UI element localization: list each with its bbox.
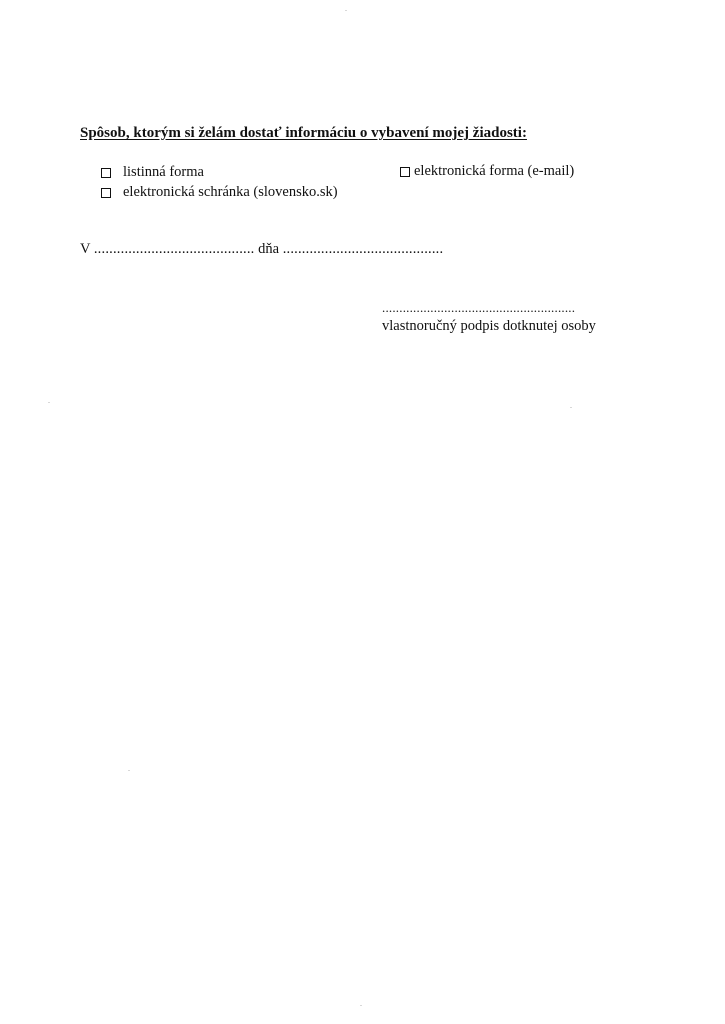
scan-speck xyxy=(48,402,50,403)
signature-label: vlastnoručný podpis dotknutej osoby xyxy=(382,318,596,334)
scan-speck xyxy=(345,10,347,11)
checkbox-electronic-mailbox[interactable] xyxy=(101,188,111,198)
checkbox-paper-form[interactable] xyxy=(101,168,111,178)
scan-speck xyxy=(360,1005,362,1006)
checkbox-email[interactable] xyxy=(400,167,410,177)
date-prefix: dňa xyxy=(258,241,280,257)
place-date-line xyxy=(80,241,443,258)
option-paper-form[interactable] xyxy=(101,164,204,181)
delivery-method-heading: Spôsob, ktorým si želám dostať informáciu o vybavení mojej žiadosti: xyxy=(80,125,527,141)
place-prefix: V xyxy=(80,241,91,257)
signature-field[interactable]: ........................................................ xyxy=(382,300,576,315)
option-paper-form-label: listinná forma xyxy=(123,164,204,180)
option-electronic-mailbox-label: elektronická schránka (slovensko.sk) xyxy=(123,184,338,200)
date-field[interactable]: .......................................... xyxy=(282,241,444,257)
scan-speck xyxy=(128,770,130,771)
scan-speck xyxy=(570,407,572,408)
place-field[interactable]: .......................................... xyxy=(93,241,255,257)
option-electronic-mailbox[interactable] xyxy=(101,184,338,201)
option-email[interactable] xyxy=(400,163,574,180)
option-email-label: elektronická forma (e-mail) xyxy=(414,163,575,179)
